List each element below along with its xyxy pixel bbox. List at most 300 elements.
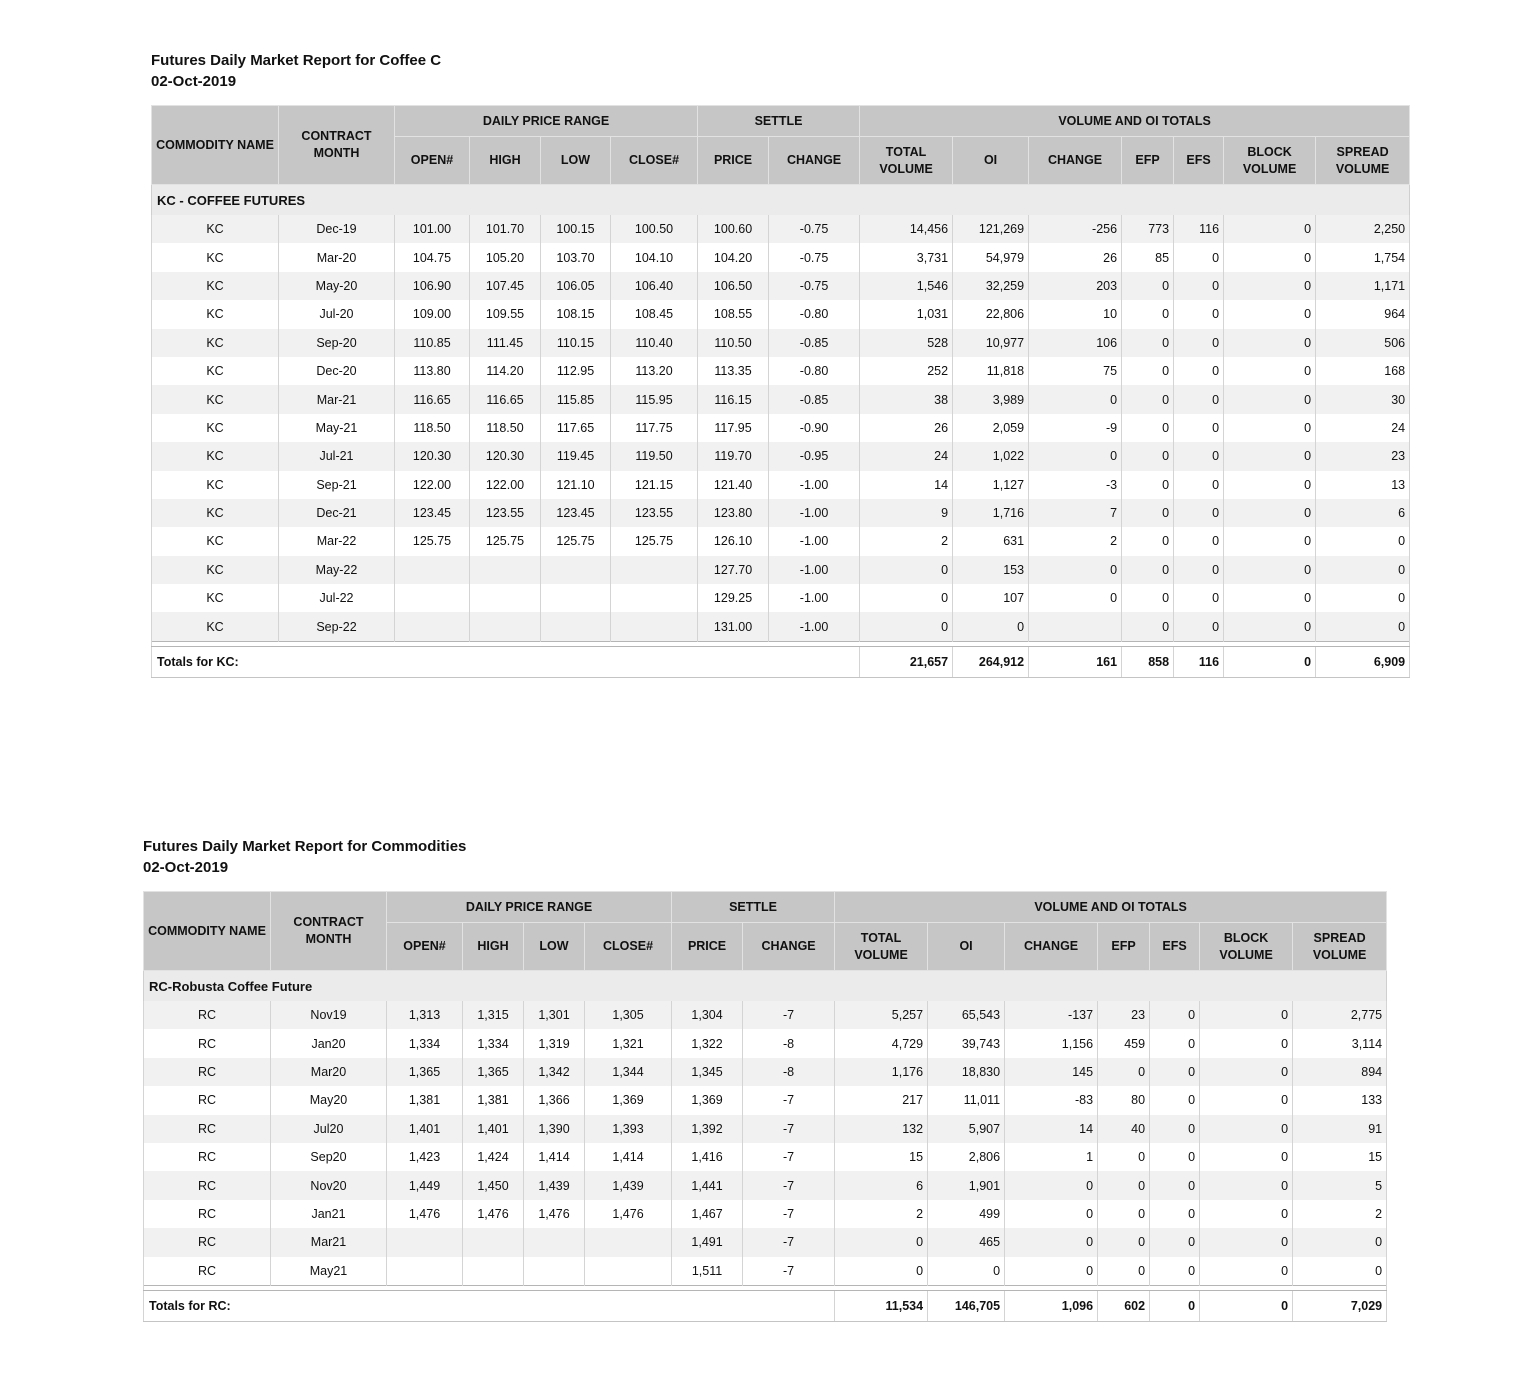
cell-settle-change: -0.85 xyxy=(769,385,860,413)
totals-efp: 602 xyxy=(1098,1290,1150,1321)
cell-spread-volume: 0 xyxy=(1316,612,1410,641)
cell-settle-change: -1.00 xyxy=(769,556,860,584)
cell-oi: 54,979 xyxy=(953,243,1029,271)
cell-contract-month: May-22 xyxy=(279,556,395,584)
cell-low xyxy=(541,556,611,584)
cell-block-volume: 0 xyxy=(1224,556,1316,584)
cell-spread-volume: 0 xyxy=(1293,1228,1387,1256)
totals-spread-volume: 7,029 xyxy=(1293,1290,1387,1321)
cell-oi-change: -9 xyxy=(1029,414,1122,442)
cell-open: 1,365 xyxy=(387,1058,463,1086)
header-low: LOW xyxy=(524,923,585,971)
cell-block-volume: 0 xyxy=(1224,612,1316,641)
cell-total-volume: 14,456 xyxy=(860,215,953,243)
cell-spread-volume: 133 xyxy=(1293,1086,1387,1114)
header-close: CLOSE# xyxy=(611,137,698,185)
cell-oi: 1,901 xyxy=(928,1171,1005,1199)
cell-settle-price: 1,511 xyxy=(672,1257,743,1286)
cell-total-volume: 0 xyxy=(835,1228,928,1256)
cell-spread-volume: 24 xyxy=(1316,414,1410,442)
cell-efs: 0 xyxy=(1150,1200,1200,1228)
cell-efp: 0 xyxy=(1122,471,1174,499)
cell-efs: 0 xyxy=(1174,414,1224,442)
header-contract-month: CONTRACT MONTH xyxy=(279,106,395,185)
cell-block-volume: 0 xyxy=(1200,1058,1293,1086)
cell-contract-month: Sep20 xyxy=(271,1143,387,1171)
cell-low: 110.15 xyxy=(541,329,611,357)
cell-settle-price: 117.95 xyxy=(698,414,769,442)
cell-efs: 0 xyxy=(1174,471,1224,499)
cell-commodity: RC xyxy=(144,1115,271,1143)
cell-settle-price: 131.00 xyxy=(698,612,769,641)
cell-efs: 0 xyxy=(1150,1001,1200,1029)
header-price: PRICE xyxy=(698,137,769,185)
cell-settle-price: 1,322 xyxy=(672,1029,743,1057)
cell-block-volume: 0 xyxy=(1224,442,1316,470)
cell-high: 122.00 xyxy=(470,471,541,499)
totals-row xyxy=(152,646,1410,677)
cell-spread-volume: 2,775 xyxy=(1293,1001,1387,1029)
cell-oi-change: 26 xyxy=(1029,243,1122,271)
cell-high: 114.20 xyxy=(470,357,541,385)
cell-efp: 0 xyxy=(1122,584,1174,612)
cell-settle-change: -1.00 xyxy=(769,499,860,527)
cell-settle-change: -8 xyxy=(743,1058,835,1086)
cell-efs: 0 xyxy=(1174,243,1224,271)
header-block-volume: BLOCK VOLUME xyxy=(1224,137,1316,185)
report-title: Futures Daily Market Report for Coffee C xyxy=(151,52,442,69)
cell-contract-month: Sep-20 xyxy=(279,329,395,357)
header-total-volume: TOTAL VOLUME xyxy=(835,923,928,971)
cell-settle-change: -7 xyxy=(743,1171,835,1199)
cell-open: 1,381 xyxy=(387,1086,463,1114)
cell-commodity: KC xyxy=(152,215,279,243)
cell-oi-change: 0 xyxy=(1005,1200,1098,1228)
cell-commodity: KC xyxy=(152,612,279,641)
cell-efp: 85 xyxy=(1122,243,1174,271)
cell-low: 117.65 xyxy=(541,414,611,442)
cell-block-volume: 0 xyxy=(1200,1171,1293,1199)
header-oi: OI xyxy=(928,923,1005,971)
table-row xyxy=(152,612,1410,641)
cell-efs: 0 xyxy=(1174,357,1224,385)
cell-contract-month: Jan20 xyxy=(271,1029,387,1057)
cell-open xyxy=(395,612,470,641)
cell-commodity: KC xyxy=(152,243,279,271)
cell-commodity: KC xyxy=(152,527,279,555)
header-commodity-name: COMMODITY NAME xyxy=(152,106,279,185)
section-label: RC-Robusta Coffee Future xyxy=(144,971,1387,1002)
cell-close: 115.95 xyxy=(611,385,698,413)
cell-total-volume: 528 xyxy=(860,329,953,357)
cell-oi-change: 14 xyxy=(1005,1115,1098,1143)
cell-total-volume: 6 xyxy=(835,1171,928,1199)
cell-contract-month: Jul-22 xyxy=(279,584,395,612)
cell-open xyxy=(395,584,470,612)
cell-total-volume: 4,729 xyxy=(835,1029,928,1057)
cell-low: 103.70 xyxy=(541,243,611,271)
cell-block-volume: 0 xyxy=(1224,215,1316,243)
table-row xyxy=(144,1171,1387,1199)
cell-contract-month: Mar-21 xyxy=(279,385,395,413)
cell-contract-month: Sep-21 xyxy=(279,471,395,499)
cell-settle-price: 110.50 xyxy=(698,329,769,357)
cell-block-volume: 0 xyxy=(1200,1029,1293,1057)
cell-block-volume: 0 xyxy=(1224,499,1316,527)
header-change: CHANGE xyxy=(769,137,860,185)
cell-settle-change: -0.75 xyxy=(769,243,860,271)
cell-settle-change: -7 xyxy=(743,1200,835,1228)
header-spread-volume: SPREAD VOLUME xyxy=(1316,137,1410,185)
cell-settle-change: -7 xyxy=(743,1228,835,1256)
cell-total-volume: 14 xyxy=(860,471,953,499)
cell-total-volume: 0 xyxy=(860,556,953,584)
cell-high xyxy=(470,556,541,584)
table-row xyxy=(152,385,1410,413)
cell-settle-change: -7 xyxy=(743,1001,835,1029)
report-date: 02-Oct-2019 xyxy=(151,73,237,90)
cell-efs: 0 xyxy=(1150,1228,1200,1256)
cell-low xyxy=(541,612,611,641)
cell-efp: 0 xyxy=(1122,556,1174,584)
cell-settle-change: -0.75 xyxy=(769,215,860,243)
cell-efs: 0 xyxy=(1174,499,1224,527)
cell-high: 1,401 xyxy=(463,1115,524,1143)
cell-efs: 0 xyxy=(1150,1058,1200,1086)
cell-low: 1,390 xyxy=(524,1115,585,1143)
header-efp: EFP xyxy=(1098,923,1150,971)
cell-high: 116.65 xyxy=(470,385,541,413)
cell-efp: 0 xyxy=(1122,300,1174,328)
cell-spread-volume: 1,171 xyxy=(1316,272,1410,300)
cell-oi-change: 0 xyxy=(1005,1171,1098,1199)
header-commodity-name: COMMODITY NAME xyxy=(144,892,271,971)
cell-close xyxy=(585,1257,672,1286)
cell-oi-change: 0 xyxy=(1029,556,1122,584)
cell-contract-month: Jul20 xyxy=(271,1115,387,1143)
cell-settle-price: 100.60 xyxy=(698,215,769,243)
totals-efs: 0 xyxy=(1150,1290,1200,1321)
cell-low: 1,476 xyxy=(524,1200,585,1228)
cell-commodity: KC xyxy=(152,584,279,612)
cell-settle-change: -1.00 xyxy=(769,584,860,612)
market-table xyxy=(151,105,1410,678)
cell-commodity: KC xyxy=(152,442,279,470)
cell-commodity: RC xyxy=(144,1058,271,1086)
cell-open xyxy=(395,556,470,584)
cell-commodity: KC xyxy=(152,385,279,413)
cell-efp: 0 xyxy=(1098,1257,1150,1286)
cell-efs: 0 xyxy=(1150,1029,1200,1057)
table-row xyxy=(152,357,1410,385)
cell-high: 120.30 xyxy=(470,442,541,470)
cell-oi-change: -83 xyxy=(1005,1086,1098,1114)
cell-block-volume: 0 xyxy=(1224,357,1316,385)
cell-open: 101.00 xyxy=(395,215,470,243)
header-total-volume: TOTAL VOLUME xyxy=(860,137,953,185)
cell-open: 1,401 xyxy=(387,1115,463,1143)
cell-high xyxy=(463,1228,524,1256)
cell-close: 110.40 xyxy=(611,329,698,357)
cell-oi: 1,022 xyxy=(953,442,1029,470)
totals-total-volume: 21,657 xyxy=(860,646,953,677)
table-row xyxy=(144,1115,1387,1143)
cell-efp: 773 xyxy=(1122,215,1174,243)
cell-high: 101.70 xyxy=(470,215,541,243)
totals-label: Totals for RC: xyxy=(144,1290,835,1321)
cell-low: 1,301 xyxy=(524,1001,585,1029)
cell-close xyxy=(611,612,698,641)
cell-low: 121.10 xyxy=(541,471,611,499)
table-row xyxy=(152,442,1410,470)
cell-settle-price: 1,416 xyxy=(672,1143,743,1171)
header-open: OPEN# xyxy=(395,137,470,185)
table-row xyxy=(144,1200,1387,1228)
cell-close: 1,476 xyxy=(585,1200,672,1228)
cell-spread-volume: 0 xyxy=(1293,1257,1387,1286)
cell-total-volume: 0 xyxy=(835,1257,928,1286)
cell-settle-price: 1,392 xyxy=(672,1115,743,1143)
cell-oi-change: 0 xyxy=(1029,385,1122,413)
cell-efs: 0 xyxy=(1150,1257,1200,1286)
cell-total-volume: 26 xyxy=(860,414,953,442)
cell-low: 106.05 xyxy=(541,272,611,300)
cell-settle-change: -0.80 xyxy=(769,357,860,385)
cell-close: 121.15 xyxy=(611,471,698,499)
table-row xyxy=(152,329,1410,357)
cell-efp: 0 xyxy=(1122,442,1174,470)
header-settle: SETTLE xyxy=(672,892,835,923)
cell-commodity: RC xyxy=(144,1171,271,1199)
cell-oi: 3,989 xyxy=(953,385,1029,413)
cell-oi-change: -3 xyxy=(1029,471,1122,499)
cell-close: 104.10 xyxy=(611,243,698,271)
cell-open: 1,449 xyxy=(387,1171,463,1199)
table-row xyxy=(144,1143,1387,1171)
cell-oi-change: 203 xyxy=(1029,272,1122,300)
cell-efs: 0 xyxy=(1174,556,1224,584)
cell-commodity: KC xyxy=(152,414,279,442)
cell-low: 119.45 xyxy=(541,442,611,470)
cell-settle-price: 129.25 xyxy=(698,584,769,612)
cell-oi-change: 0 xyxy=(1005,1228,1098,1256)
cell-spread-volume: 2 xyxy=(1293,1200,1387,1228)
cell-contract-month: Nov20 xyxy=(271,1171,387,1199)
cell-efs: 0 xyxy=(1174,612,1224,641)
header-daily-price-range: DAILY PRICE RANGE xyxy=(387,892,672,923)
cell-open: 120.30 xyxy=(395,442,470,470)
cell-spread-volume: 0 xyxy=(1316,584,1410,612)
cell-oi: 0 xyxy=(928,1257,1005,1286)
cell-contract-month: Dec-21 xyxy=(279,499,395,527)
table-row xyxy=(144,1257,1387,1286)
cell-settle-price: 121.40 xyxy=(698,471,769,499)
cell-oi: 18,830 xyxy=(928,1058,1005,1086)
cell-contract-month: Mar20 xyxy=(271,1058,387,1086)
cell-efs: 0 xyxy=(1174,385,1224,413)
cell-close: 1,344 xyxy=(585,1058,672,1086)
cell-open: 106.90 xyxy=(395,272,470,300)
table-row xyxy=(152,527,1410,555)
cell-settle-change: -1.00 xyxy=(769,527,860,555)
cell-efp: 0 xyxy=(1122,414,1174,442)
header-block-volume: BLOCK VOLUME xyxy=(1200,923,1293,971)
cell-oi: 39,743 xyxy=(928,1029,1005,1057)
cell-contract-month: Jul-21 xyxy=(279,442,395,470)
cell-contract-month: Nov19 xyxy=(271,1001,387,1029)
cell-efp: 0 xyxy=(1122,499,1174,527)
header-daily-price-range: DAILY PRICE RANGE xyxy=(395,106,698,137)
cell-oi: 465 xyxy=(928,1228,1005,1256)
totals-spread-volume: 6,909 xyxy=(1316,646,1410,677)
cell-efp: 0 xyxy=(1122,329,1174,357)
cell-block-volume: 0 xyxy=(1200,1001,1293,1029)
cell-oi: 2,059 xyxy=(953,414,1029,442)
header-volume-oi-totals: VOLUME AND OI TOTALS xyxy=(835,892,1387,923)
cell-oi: 22,806 xyxy=(953,300,1029,328)
cell-contract-month: Mar-22 xyxy=(279,527,395,555)
cell-settle-change: -1.00 xyxy=(769,471,860,499)
cell-contract-month: Dec-19 xyxy=(279,215,395,243)
cell-efs: 0 xyxy=(1174,584,1224,612)
cell-spread-volume: 13 xyxy=(1316,471,1410,499)
cell-contract-month: May21 xyxy=(271,1257,387,1286)
cell-total-volume: 5,257 xyxy=(835,1001,928,1029)
cell-high: 1,334 xyxy=(463,1029,524,1057)
market-table xyxy=(143,891,1387,1322)
header-contract-month: CONTRACT MONTH xyxy=(271,892,387,971)
cell-oi: 121,269 xyxy=(953,215,1029,243)
cell-commodity: KC xyxy=(152,272,279,300)
header-spread-volume: SPREAD VOLUME xyxy=(1293,923,1387,971)
cell-settle-change: -1.00 xyxy=(769,612,860,641)
cell-high: 1,476 xyxy=(463,1200,524,1228)
cell-close: 125.75 xyxy=(611,527,698,555)
cell-high xyxy=(470,584,541,612)
cell-high: 118.50 xyxy=(470,414,541,442)
cell-oi: 631 xyxy=(953,527,1029,555)
header-efs: EFS xyxy=(1150,923,1200,971)
cell-close xyxy=(585,1228,672,1256)
cell-settle-price: 106.50 xyxy=(698,272,769,300)
cell-settle-price: 104.20 xyxy=(698,243,769,271)
cell-spread-volume: 30 xyxy=(1316,385,1410,413)
cell-commodity: KC xyxy=(152,329,279,357)
cell-settle-change: -8 xyxy=(743,1029,835,1057)
cell-oi: 0 xyxy=(953,612,1029,641)
cell-open: 1,476 xyxy=(387,1200,463,1228)
cell-close: 117.75 xyxy=(611,414,698,442)
cell-efp: 0 xyxy=(1122,612,1174,641)
cell-high: 1,365 xyxy=(463,1058,524,1086)
cell-efp: 0 xyxy=(1098,1171,1150,1199)
cell-high: 125.75 xyxy=(470,527,541,555)
cell-total-volume: 252 xyxy=(860,357,953,385)
table-row xyxy=(144,1001,1387,1029)
cell-close: 100.50 xyxy=(611,215,698,243)
cell-oi-change: 1 xyxy=(1005,1143,1098,1171)
cell-high: 1,424 xyxy=(463,1143,524,1171)
cell-spread-volume: 3,114 xyxy=(1293,1029,1387,1057)
cell-total-volume: 2 xyxy=(860,527,953,555)
cell-settle-price: 1,369 xyxy=(672,1086,743,1114)
report-commodities xyxy=(143,836,1386,1322)
cell-settle-change: -7 xyxy=(743,1086,835,1114)
cell-commodity: KC xyxy=(152,357,279,385)
header-price: PRICE xyxy=(672,923,743,971)
cell-high xyxy=(470,612,541,641)
cell-close: 1,321 xyxy=(585,1029,672,1057)
cell-block-volume: 0 xyxy=(1224,385,1316,413)
header-volume-oi-totals: VOLUME AND OI TOTALS xyxy=(860,106,1410,137)
cell-efs: 0 xyxy=(1150,1086,1200,1114)
cell-efs: 0 xyxy=(1174,527,1224,555)
totals-label: Totals for KC: xyxy=(152,646,860,677)
cell-total-volume: 15 xyxy=(835,1143,928,1171)
cell-oi-change: -256 xyxy=(1029,215,1122,243)
cell-efp: 0 xyxy=(1098,1058,1150,1086)
cell-block-volume: 0 xyxy=(1224,584,1316,612)
cell-open: 104.75 xyxy=(395,243,470,271)
cell-commodity: KC xyxy=(152,471,279,499)
cell-total-volume: 0 xyxy=(860,584,953,612)
header-oi: OI xyxy=(953,137,1029,185)
totals-efp: 858 xyxy=(1122,646,1174,677)
cell-block-volume: 0 xyxy=(1200,1086,1293,1114)
cell-high xyxy=(463,1257,524,1286)
cell-low xyxy=(541,584,611,612)
cell-settle-change: -7 xyxy=(743,1115,835,1143)
cell-low: 1,439 xyxy=(524,1171,585,1199)
cell-total-volume: 9 xyxy=(860,499,953,527)
cell-commodity: RC xyxy=(144,1029,271,1057)
cell-oi: 107 xyxy=(953,584,1029,612)
cell-low: 108.15 xyxy=(541,300,611,328)
cell-efs: 0 xyxy=(1174,442,1224,470)
cell-contract-month: May20 xyxy=(271,1086,387,1114)
cell-settle-price: 1,441 xyxy=(672,1171,743,1199)
cell-commodity: RC xyxy=(144,1257,271,1286)
cell-settle-price: 116.15 xyxy=(698,385,769,413)
cell-close: 1,439 xyxy=(585,1171,672,1199)
cell-oi: 5,907 xyxy=(928,1115,1005,1143)
cell-contract-month: Jan21 xyxy=(271,1200,387,1228)
cell-block-volume: 0 xyxy=(1224,414,1316,442)
cell-close: 106.40 xyxy=(611,272,698,300)
cell-oi: 153 xyxy=(953,556,1029,584)
cell-spread-volume: 0 xyxy=(1316,527,1410,555)
cell-contract-month: Sep-22 xyxy=(279,612,395,641)
cell-open: 1,334 xyxy=(387,1029,463,1057)
totals-total-volume: 11,534 xyxy=(835,1290,928,1321)
report-coffee-c xyxy=(151,50,1409,678)
cell-settle-price: 1,345 xyxy=(672,1058,743,1086)
cell-settle-change: -7 xyxy=(743,1143,835,1171)
cell-block-volume: 0 xyxy=(1200,1143,1293,1171)
cell-high: 1,450 xyxy=(463,1171,524,1199)
cell-settle-price: 127.70 xyxy=(698,556,769,584)
cell-block-volume: 0 xyxy=(1200,1257,1293,1286)
cell-high: 105.20 xyxy=(470,243,541,271)
cell-oi: 10,977 xyxy=(953,329,1029,357)
cell-contract-month: May-21 xyxy=(279,414,395,442)
totals-oi-change: 1,096 xyxy=(1005,1290,1098,1321)
cell-spread-volume: 506 xyxy=(1316,329,1410,357)
cell-total-volume: 1,176 xyxy=(835,1058,928,1086)
cell-commodity: RC xyxy=(144,1086,271,1114)
cell-oi-change: 145 xyxy=(1005,1058,1098,1086)
totals-block-volume: 0 xyxy=(1224,646,1316,677)
